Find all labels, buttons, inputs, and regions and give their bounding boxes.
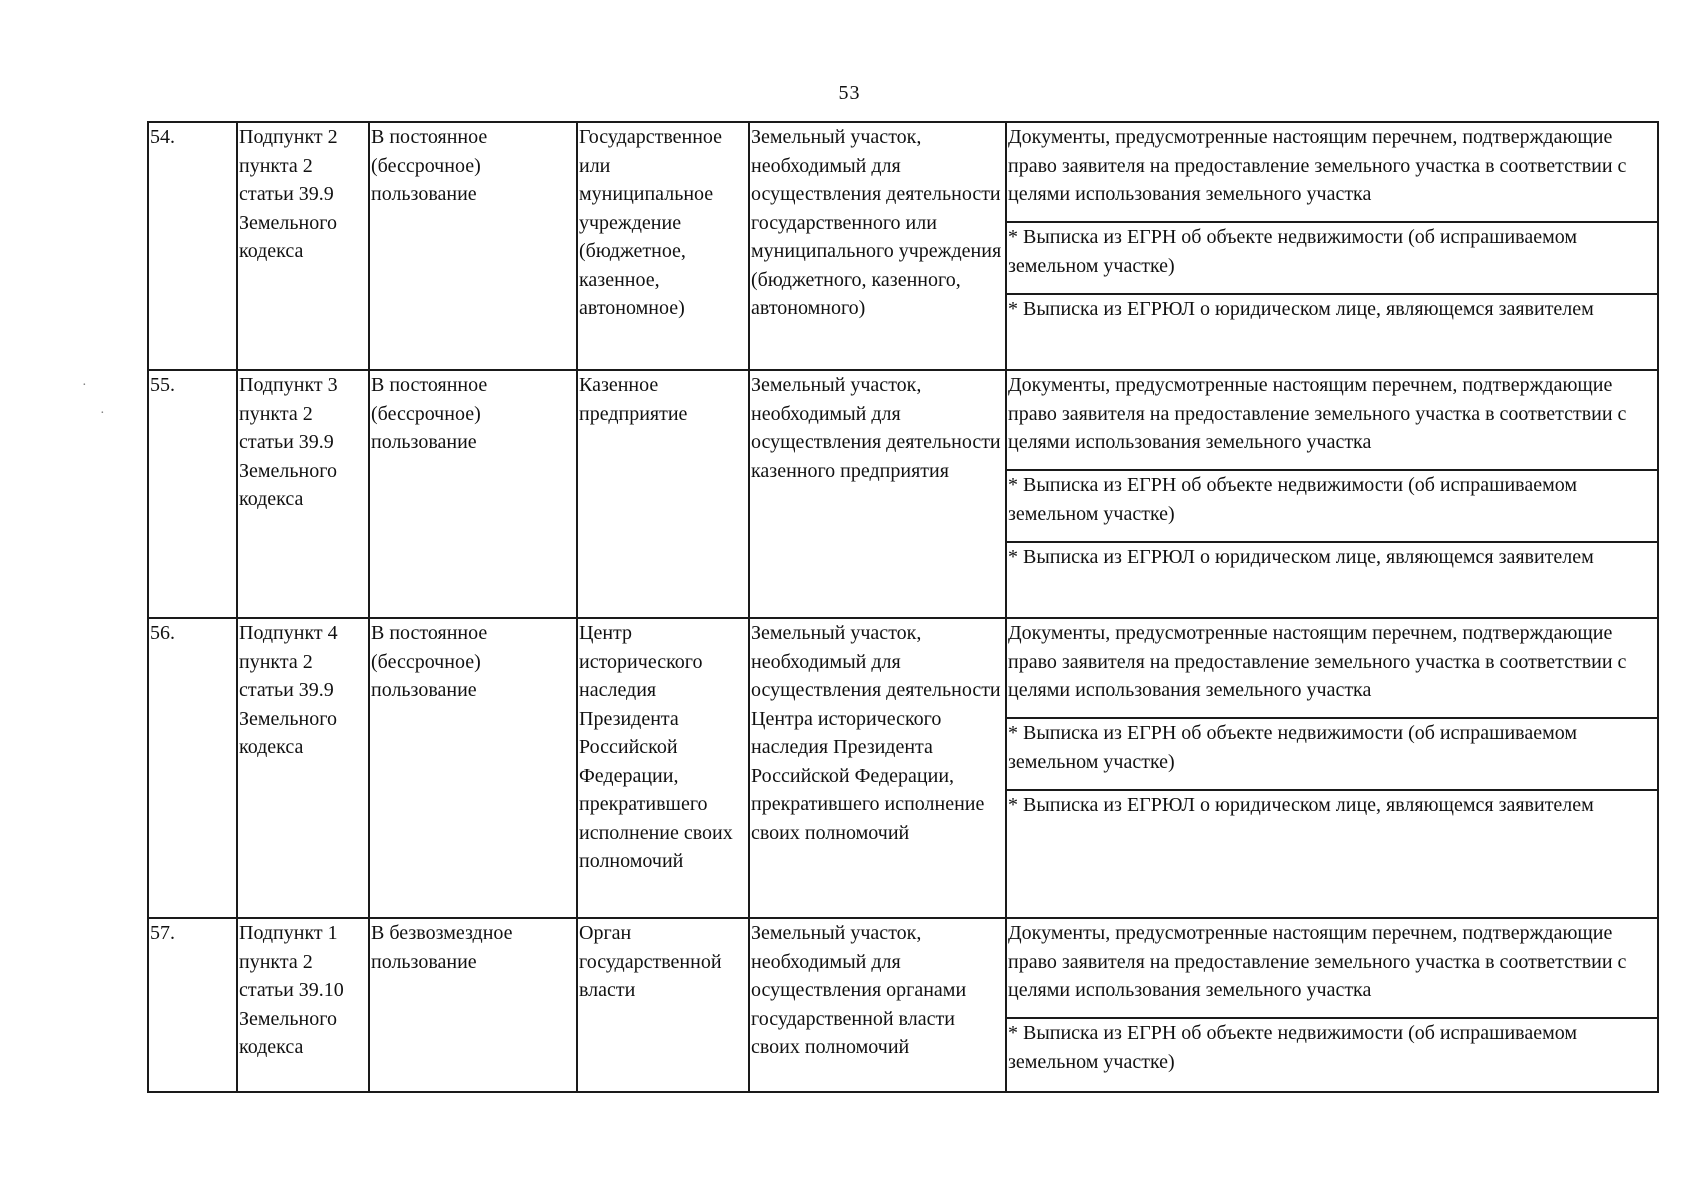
land-documents-table [147,121,1659,1093]
legal-basis: Подпункт 3 пункта 2 статьи 39.9 Земельного кодекса [237,370,369,618]
legal-basis: Подпункт 4 пункта 2 статьи 39.9 Земельного кодекса [237,618,369,918]
documents-cell [1006,618,1658,918]
document-item: * Выписка из ЕГРН об объекте недвижимости (об испрашиваемом земельном участке) [1007,223,1657,295]
document-item: * Выписка из ЕГРЮЛ о юридическом лице, являющемся заявителем [1008,794,1594,816]
document-item: * Выписка из ЕГРЮЛ о юридическом лице, являющемся заявителем [1008,298,1594,320]
land-purpose: Земельный участок, необходимый для осуществления деятельности Центра исторического наследия Президента Российской Федерации, прекратившего исполнение своих полномочий [749,618,1006,918]
document-item: Документы, предусмотренные настоящим перечнем, подтверждающие право заявителя на предоставление земельного участка в соответствии с целями использования земельного участка [1007,919,1657,1019]
table-row [148,918,1658,1092]
right-type: В безвозмездное пользование [369,918,577,1092]
row-number: 55. [148,370,237,618]
documents-cell [1006,370,1658,618]
table-row [148,122,1658,370]
right-type: В постоянное (бессрочное) пользование [369,370,577,618]
row-number: 56. [148,618,237,918]
document-item: * Выписка из ЕГРН об объекте недвижимости (об испрашиваемом земельном участке) [1007,719,1657,791]
land-purpose: Земельный участок, необходимый для осуществления деятельности государственного или муниципального учреждения (бюджетного, казенного, автономного) [749,122,1006,370]
applicant: Орган государственной власти [577,918,749,1092]
row-number: 54. [148,122,237,370]
applicant: Центр исторического наследия Президента Российской Федерации, прекратившего исполнение своих полномочий [577,618,749,918]
right-type: В постоянное (бессрочное) пользование [369,122,577,370]
scan-speck: · [82,378,87,393]
document-item: * Выписка из ЕГРЮЛ о юридическом лице, являющемся заявителем [1008,546,1594,568]
applicant: Казенное предприятие [577,370,749,618]
page-number: 53 [838,82,861,104]
documents-cell [1006,122,1658,370]
row-number: 57. [148,918,237,1092]
land-purpose: Земельный участок, необходимый для осуществления деятельности казенного предприятия [749,370,1006,618]
right-type: В постоянное (бессрочное) пользование [369,618,577,918]
table-row [148,618,1658,918]
applicant: Государственное или муниципальное учреждение (бюджетное, казенное, автономное) [577,122,749,370]
legal-basis: Подпункт 1 пункта 2 статьи 39.10 Земельного кодекса [237,918,369,1092]
land-purpose: Земельный участок, необходимый для осуществления органами государственной власти своих полномочий [749,918,1006,1092]
table-row [148,370,1658,618]
legal-basis: Подпункт 2 пункта 2 статьи 39.9 Земельного кодекса [237,122,369,370]
document-item: * Выписка из ЕГРН об объекте недвижимости (об испрашиваемом земельном участке) [1007,471,1657,543]
documents-cell [1006,918,1658,1092]
document-item: Документы, предусмотренные настоящим перечнем, подтверждающие право заявителя на предоставление земельного участка в соответствии с целями использования земельного участка [1007,123,1657,223]
scan-speck: · [100,406,105,421]
document-item: Документы, предусмотренные настоящим перечнем, подтверждающие право заявителя на предоставление земельного участка в соответствии с целями использования земельного участка [1007,619,1657,719]
document-item: * Выписка из ЕГРН об объекте недвижимости (об испрашиваемом земельном участке) [1008,1022,1578,1073]
document-item: Документы, предусмотренные настоящим перечнем, подтверждающие право заявителя на предоставление земельного участка в соответствии с целями использования земельного участка [1007,371,1657,471]
